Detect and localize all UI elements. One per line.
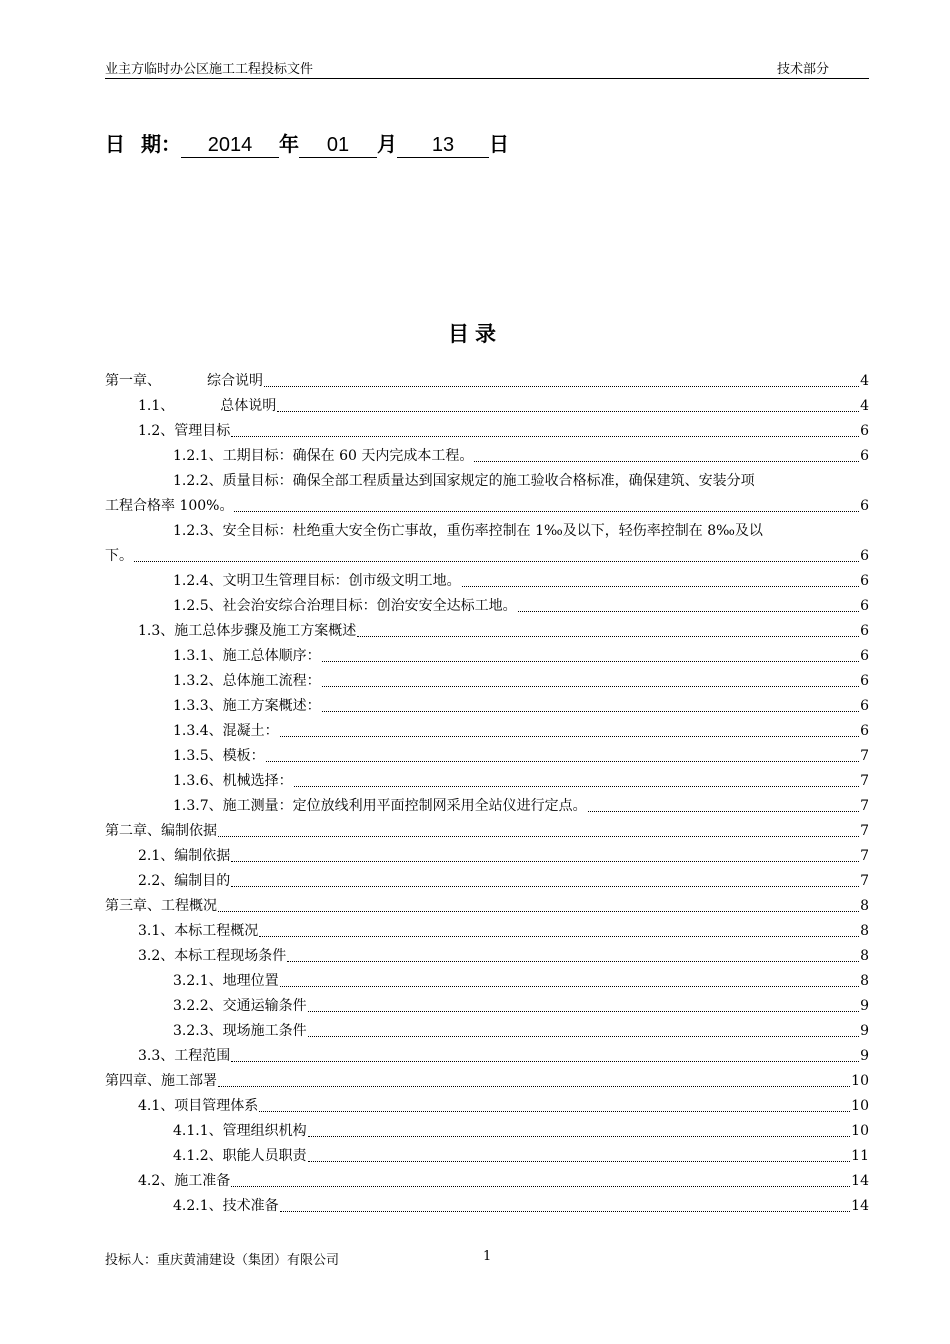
- toc-entry[interactable]: [105, 969, 869, 994]
- toc-page-number: 8: [860, 948, 869, 964]
- toc-entry[interactable]: [105, 944, 869, 969]
- toc-entry[interactable]: [105, 694, 869, 719]
- toc-entry[interactable]: [105, 594, 869, 619]
- toc-entry-text: 3.2.3、现场施工条件: [173, 1023, 307, 1039]
- toc-entry[interactable]: [105, 519, 869, 569]
- toc-leader-dots: [266, 761, 859, 762]
- footer-bidder: 投标人：重庆黄浦建设（集团）有限公司: [105, 1253, 340, 1268]
- toc-entry-text: 1.2、管理目标: [138, 423, 231, 439]
- toc-entry-text: 第一章、: [105, 373, 161, 389]
- toc-page-number: 9: [860, 1023, 869, 1039]
- toc-entry[interactable]: [105, 894, 869, 919]
- toc-leader-dots: [357, 636, 859, 637]
- toc-entry-text: 3.2.1、地理位置: [173, 973, 279, 989]
- toc-leader-dots: [280, 1211, 851, 1212]
- date-month-unit: 月: [377, 132, 397, 156]
- toc-leader-dots: [259, 936, 859, 937]
- toc-entry-text: 3.3、工程范围: [138, 1048, 231, 1064]
- toc-leader-dots: [231, 886, 859, 887]
- toc-entry[interactable]: [105, 869, 869, 894]
- toc-leader-dots: [474, 461, 859, 462]
- toc-leader-dots: [280, 736, 859, 737]
- toc-page-number: 11: [851, 1148, 869, 1164]
- header-document-title: 业主方临时办公区施工工程投标文件: [105, 62, 314, 77]
- toc-page-number: 14: [851, 1173, 869, 1189]
- toc-leader-dots: [231, 1061, 859, 1062]
- toc-entry[interactable]: [105, 469, 869, 519]
- date-month: 01: [299, 133, 377, 158]
- date-year-unit: 年: [279, 132, 299, 156]
- toc-entry-text: 1.3.7、施工测量：定位放线利用平面控制网采用全站仪进行定点。: [173, 798, 587, 814]
- toc-leader-dots: [218, 1086, 850, 1087]
- date-year: 2014: [181, 133, 279, 158]
- toc-entry[interactable]: [105, 744, 869, 769]
- toc-entry-text-continued: 下。: [105, 548, 133, 564]
- toc-leader-dots: [231, 436, 859, 437]
- toc-entry-text-continued: 工程合格率 100%。: [105, 498, 234, 514]
- toc-entry-text: 1.3.1、施工总体顺序：: [173, 648, 321, 664]
- toc-entry[interactable]: [105, 769, 869, 794]
- toc-entry[interactable]: [105, 569, 869, 594]
- toc-entry[interactable]: [105, 819, 869, 844]
- toc-entry-text: 1.3.5、模板：: [173, 748, 265, 764]
- toc-entry[interactable]: [105, 994, 869, 1019]
- header-section-label: 技术部分: [776, 62, 829, 77]
- toc-entry-text: 3.2.2、交通运输条件: [173, 998, 307, 1014]
- toc-entry[interactable]: [105, 1069, 869, 1094]
- toc-entry-text: 第三章、工程概况: [105, 898, 217, 914]
- toc-entry-text: 1.3.6、机械选择：: [173, 773, 293, 789]
- toc-entry-text: 1.2.5、社会治安综合治理目标：创治安安全达标工地。: [173, 598, 517, 614]
- toc-page-number: 6: [860, 648, 869, 664]
- toc-entry-text: 3.2、本标工程现场条件: [138, 948, 287, 964]
- toc-page-number: 6: [860, 548, 869, 564]
- toc-entry-text: 1.2.4、文明卫生管理目标：创市级文明工地。: [173, 573, 461, 589]
- toc-entry[interactable]: [105, 419, 869, 444]
- toc-leader-dots: [280, 986, 859, 987]
- toc-entry[interactable]: [105, 619, 869, 644]
- toc-entry[interactable]: [105, 1044, 869, 1069]
- toc-entry-text: 1.2.2、质量目标：确保全部工程质量达到国家规定的施工验收合格标准，确保建筑、安装分项: [173, 473, 755, 489]
- toc-entry-text: 第四章、施工部署: [105, 1073, 217, 1089]
- toc-entry-text: 1.3.3、施工方案概述：: [173, 698, 321, 714]
- table-of-contents: [105, 369, 869, 1219]
- toc-page-number: 10: [851, 1123, 869, 1139]
- toc-page-number: 6: [860, 598, 869, 614]
- toc-page-number: 9: [860, 1048, 869, 1064]
- toc-entry-text: 1.1、: [138, 398, 175, 414]
- toc-page-number: 6: [860, 673, 869, 689]
- toc-entry[interactable]: [105, 794, 869, 819]
- toc-entry[interactable]: [105, 644, 869, 669]
- toc-entry-text: 第二章、编制依据: [105, 823, 217, 839]
- toc-leader-dots: [294, 786, 859, 787]
- date-day-unit: 日: [489, 132, 509, 156]
- toc-leader-dots: [588, 811, 859, 812]
- toc-leader-dots: [287, 961, 859, 962]
- toc-entry[interactable]: [105, 1019, 869, 1044]
- toc-entry-text: 1.2.1、工期目标：确保在 60 天内完成本工程。: [173, 448, 474, 464]
- toc-leader-dots: [518, 611, 859, 612]
- toc-leader-dots: [259, 1111, 850, 1112]
- toc-entry-title: 总体说明: [220, 398, 277, 414]
- toc-leader-dots: [462, 586, 859, 587]
- toc-page-number: 7: [860, 748, 869, 764]
- toc-entry-title: 综合说明: [207, 373, 263, 389]
- toc-leader-dots: [231, 861, 859, 862]
- toc-leader-dots: [322, 711, 859, 712]
- toc-page-number: 7: [860, 823, 869, 839]
- toc-entry-text: 1.3、施工总体步骤及施工方案概述: [138, 623, 357, 639]
- date-label-qi: 期：: [141, 132, 181, 156]
- footer-page-number: 1: [483, 1249, 492, 1264]
- toc-leader-dots: [277, 411, 859, 412]
- toc-page-number: 10: [851, 1098, 869, 1114]
- toc-entry[interactable]: [105, 919, 869, 944]
- toc-entry[interactable]: [105, 394, 869, 419]
- toc-page-number: 6: [860, 723, 869, 739]
- toc-entry[interactable]: [105, 444, 869, 469]
- toc-page-number: 8: [860, 923, 869, 939]
- toc-page-number: 8: [860, 973, 869, 989]
- toc-page-number: 6: [860, 423, 869, 439]
- toc-page-number: 8: [860, 898, 869, 914]
- toc-leader-dots: [322, 661, 859, 662]
- toc-entry[interactable]: [105, 1119, 869, 1144]
- toc-leader-dots: [308, 1136, 851, 1137]
- toc-page-number: 4: [860, 398, 869, 414]
- date-day: 13: [397, 133, 489, 158]
- toc-leader-dots: [308, 1011, 859, 1012]
- toc-entry[interactable]: [105, 1094, 869, 1119]
- toc-entry-text: 1.3.4、混凝土：: [173, 723, 279, 739]
- toc-leader-dots: [231, 1186, 850, 1187]
- toc-page-number: 6: [860, 573, 869, 589]
- toc-page-number: 7: [860, 848, 869, 864]
- date-label-ri: 日: [105, 132, 125, 156]
- toc-entry-text: 1.2.3、安全目标：杜绝重大安全伤亡事故，重伤率控制在 1‰及以下，轻伤率控制在 8‰及以: [173, 523, 763, 539]
- toc-entry[interactable]: [105, 369, 869, 394]
- toc-entry-text: 4.1、项目管理体系: [138, 1098, 259, 1114]
- toc-leader-dots: [218, 836, 859, 837]
- toc-leader-dots: [134, 561, 859, 562]
- toc-entry-text: 4.2、施工准备: [138, 1173, 231, 1189]
- toc-page-number: 9: [860, 998, 869, 1014]
- toc-leader-dots: [322, 686, 859, 687]
- toc-entry-text: 4.1.2、职能人员职责: [173, 1148, 307, 1164]
- page-header: [105, 58, 869, 79]
- toc-leader-dots: [218, 911, 859, 912]
- toc-page-number: 14: [851, 1198, 869, 1214]
- toc-page-number: 7: [860, 873, 869, 889]
- toc-leader-dots: [264, 386, 859, 387]
- toc-entry[interactable]: [105, 669, 869, 694]
- toc-leader-dots: [308, 1161, 851, 1162]
- toc-entry[interactable]: [105, 1194, 869, 1219]
- toc-page-number: 7: [860, 773, 869, 789]
- toc-entry[interactable]: [105, 1144, 869, 1169]
- toc-title: 目录: [448, 322, 502, 346]
- toc-entry[interactable]: [105, 1169, 869, 1194]
- toc-leader-dots: [308, 1036, 859, 1037]
- toc-entry[interactable]: [105, 719, 869, 744]
- date-line: [105, 128, 509, 158]
- toc-entry-text: 1.3.2、总体施工流程：: [173, 673, 321, 689]
- toc-page-number: 7: [860, 798, 869, 814]
- toc-entry[interactable]: [105, 844, 869, 869]
- toc-entry-text: 3.1、本标工程概况: [138, 923, 259, 939]
- toc-entry-text: 2.2、编制目的: [138, 873, 231, 889]
- toc-entry-text: 4.2.1、技术准备: [173, 1198, 279, 1214]
- toc-page-number: 6: [860, 623, 869, 639]
- toc-entry-text: 2.1、编制依据: [138, 848, 231, 864]
- toc-page-number: 10: [851, 1073, 869, 1089]
- toc-page-number: 6: [860, 698, 869, 714]
- toc-entry-text: 4.1.1、管理组织机构: [173, 1123, 307, 1139]
- toc-page-number: 4: [860, 373, 869, 389]
- toc-leader-dots: [234, 511, 859, 512]
- toc-page-number: 6: [860, 498, 869, 514]
- toc-page-number: 6: [860, 448, 869, 464]
